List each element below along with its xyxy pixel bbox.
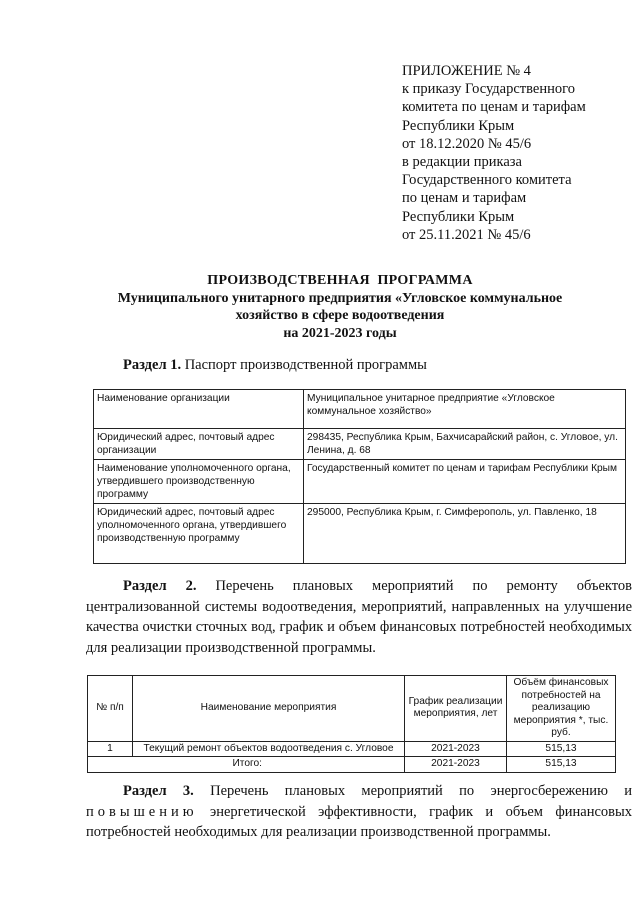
col-header-finance: Объём финансовых потребностей на реализацию мероприятия *, тыс. руб. xyxy=(507,676,616,742)
table-row xyxy=(94,429,626,460)
table-total-row xyxy=(88,757,616,773)
appendix-line: Государственного комитета xyxy=(402,172,572,189)
passport-label: Юридический адрес, почтовый адрес уполномоченного органа, утвердившего производственную программу xyxy=(94,504,304,564)
cell-schedule: 2021-2023 xyxy=(405,741,507,757)
title-main: ПРОИЗВОДСТВЕННАЯ ПРОГРАММА xyxy=(207,273,473,288)
total-schedule: 2021-2023 xyxy=(405,757,507,773)
section-3-paragraph xyxy=(86,781,632,843)
table-row xyxy=(88,741,616,757)
section-text: Паспорт производственной программы xyxy=(181,357,427,373)
passport-table xyxy=(93,389,626,564)
appendix-line: к приказу Государственного xyxy=(402,81,575,98)
table-row xyxy=(94,390,626,429)
passport-label: Юридический адрес, почтовый адрес организации xyxy=(94,429,304,460)
passport-value: Государственный комитет по ценам и тарифам Республики Крым xyxy=(304,460,626,504)
section-1-heading xyxy=(123,357,427,374)
total-finance: 515,13 xyxy=(507,757,616,773)
section-text: Перечень плановых мероприятий по ремонту объектов централизованной системы водоотведения, мероприятий, направленных на улучшение качества очистки сточных вод, график и объем финансовых потребностей необходимых для реализации производственной программы. xyxy=(86,578,633,656)
title-line: Муниципального унитарного предприятия «Угловское коммунальное xyxy=(117,290,563,306)
section-label: Раздел 3. xyxy=(123,783,194,799)
section-text: Перечень плановых мероприятий по энергосбережению и xyxy=(193,783,632,799)
title-line: хозяйство в сфере водоотведения xyxy=(235,308,445,323)
appendix-line: от 25.11.2021 № 45/6 xyxy=(402,226,531,243)
col-header-num: № п/п xyxy=(88,676,133,742)
section-text: повышению xyxy=(86,803,198,820)
section-label: Раздел 1. xyxy=(123,357,182,373)
total-label: Итого: xyxy=(88,757,405,773)
table-header-row xyxy=(88,676,616,742)
section-text: энергетической эффективности, график и объем финансовых потребностей необходимых для реализации производственной программы. xyxy=(86,803,632,840)
passport-value: 298435, Республика Крым, Бахчисарайский район, с. Угловое, ул. Ленина, д. 68 xyxy=(304,429,626,460)
section-2-paragraph xyxy=(86,576,632,658)
appendix-line: по ценам и тарифам xyxy=(402,190,527,207)
appendix-line: Республики Крым xyxy=(402,208,515,225)
document-title xyxy=(60,272,620,342)
passport-label: Наименование уполномоченного органа, утвердившего производственную программу xyxy=(94,460,304,504)
appendix-line: от 18.12.2020 № 45/6 xyxy=(402,135,532,152)
appendix-line: ПРИЛОЖЕНИЕ № 4 xyxy=(402,63,531,79)
table-row xyxy=(94,460,626,504)
cell-num: 1 xyxy=(88,741,133,757)
appendix-line: комитета по ценам и тарифам xyxy=(402,99,586,116)
passport-value: 295000, Республика Крым, г. Симферополь, ул. Павленко, 18 xyxy=(304,504,626,564)
appendix-line: в редакции приказа xyxy=(402,154,522,171)
section-label: Раздел 2. xyxy=(123,578,197,594)
appendix-header xyxy=(402,62,632,244)
title-line: на 2021-2023 годы xyxy=(283,325,397,341)
table-row xyxy=(94,504,626,564)
cell-finance: 515,13 xyxy=(507,741,616,757)
events-table xyxy=(87,675,616,773)
passport-value: Муниципальное унитарное предприятие «Угловское коммунальное хозяйство» xyxy=(304,390,626,429)
col-header-schedule: График реализации мероприятия, лет xyxy=(405,676,507,742)
passport-label: Наименование организации xyxy=(94,390,304,429)
cell-name: Текущий ремонт объектов водоотведения с. Угловое xyxy=(133,741,405,757)
col-header-name: Наименование мероприятия xyxy=(133,676,405,742)
appendix-line: Республики Крым xyxy=(402,117,515,134)
